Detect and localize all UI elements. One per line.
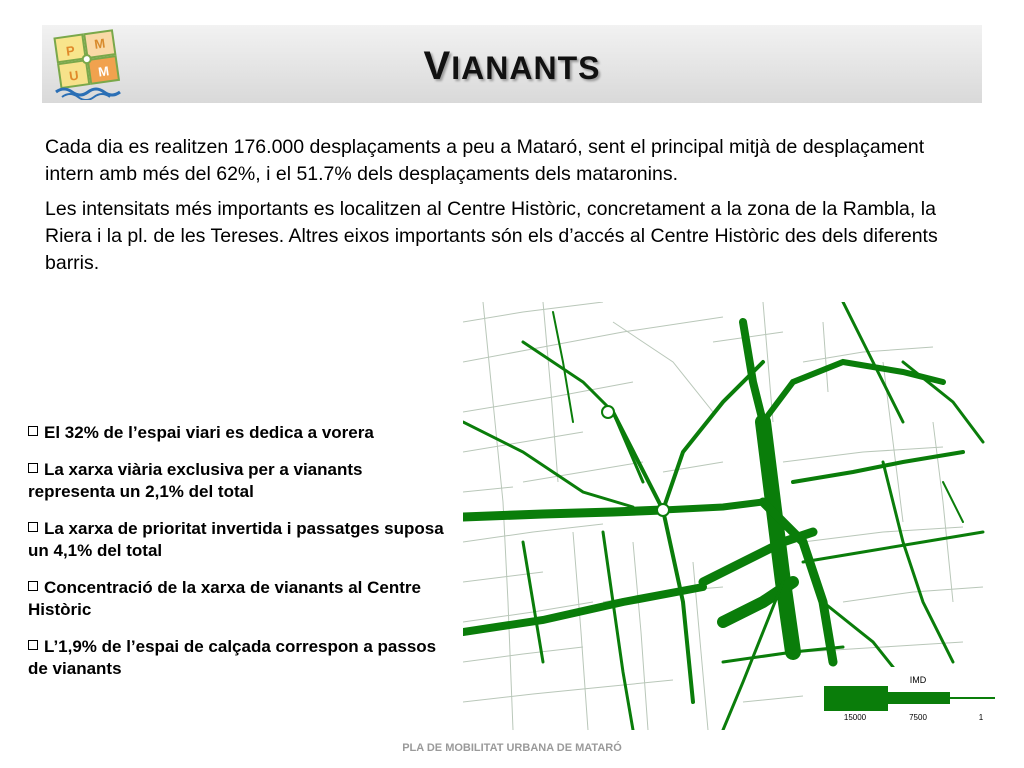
footer-text: PLA DE MOBILITAT URBANA DE MATARÓ: [402, 742, 622, 754]
intro-text: [45, 134, 975, 285]
logo-letter-m2: M: [97, 63, 111, 80]
legend-value-min: 1: [978, 713, 984, 722]
checkbox-bullet-icon: [28, 581, 38, 591]
title-rest: IANANTS: [451, 50, 601, 86]
pedestrian-flow-map: [463, 302, 995, 730]
bullet-item: [28, 518, 448, 562]
bullet-text: La xarxa de prioritat invertida i passatges suposa un 4,1% del total: [28, 519, 444, 560]
bullet-item: [28, 422, 448, 444]
bullet-list: [28, 422, 448, 695]
bullet-text: L’1,9% de l’espai de calçada correspon a passos de vianants: [28, 637, 437, 678]
checkbox-bullet-icon: [28, 522, 38, 532]
checkbox-bullet-icon: [28, 463, 38, 473]
intro-paragraph-1: Cada dia es realitzen 176.000 desplaçaments a peu a Mataró, sent el principal mitjà de desplaçament intern amb més del 62%, i el 51.7% dels desplaçaments dels mataronins.: [45, 136, 925, 185]
logo-letter-u: U: [68, 67, 80, 84]
legend-title: IMD: [909, 675, 927, 685]
checkbox-bullet-icon: [28, 640, 38, 650]
checkbox-bullet-icon: [28, 426, 38, 436]
bullet-item: [28, 577, 448, 621]
page-title: [0, 44, 1024, 89]
intro-paragraph-2: Les intensitats més importants es localitzen al Centre Històric, concretament a la zona de la Rambla, la Riera i la pl. de les Tereses. Altres eixos importants són els d’accés al Centre Històric des dels diferents barris.: [45, 198, 938, 274]
bullet-item: [28, 636, 448, 680]
bullet-text: El 32% de l’espai viari es dedica a vorera: [44, 423, 374, 442]
map-legend: [803, 667, 995, 722]
legend-value-max: 15000: [843, 713, 867, 722]
bullet-text: Concentració de la xarxa de vianants al Centre Històric: [28, 578, 421, 619]
bullet-text: La xarxa viària exclusiva per a vianants representa un 2,1% del total: [28, 460, 363, 501]
bullet-item: [28, 459, 448, 503]
logo-letter-m1: M: [93, 35, 107, 52]
logo-letter-p: P: [65, 42, 76, 59]
legend-value-mid: 7500: [909, 713, 927, 722]
title-initial: V: [423, 44, 452, 88]
